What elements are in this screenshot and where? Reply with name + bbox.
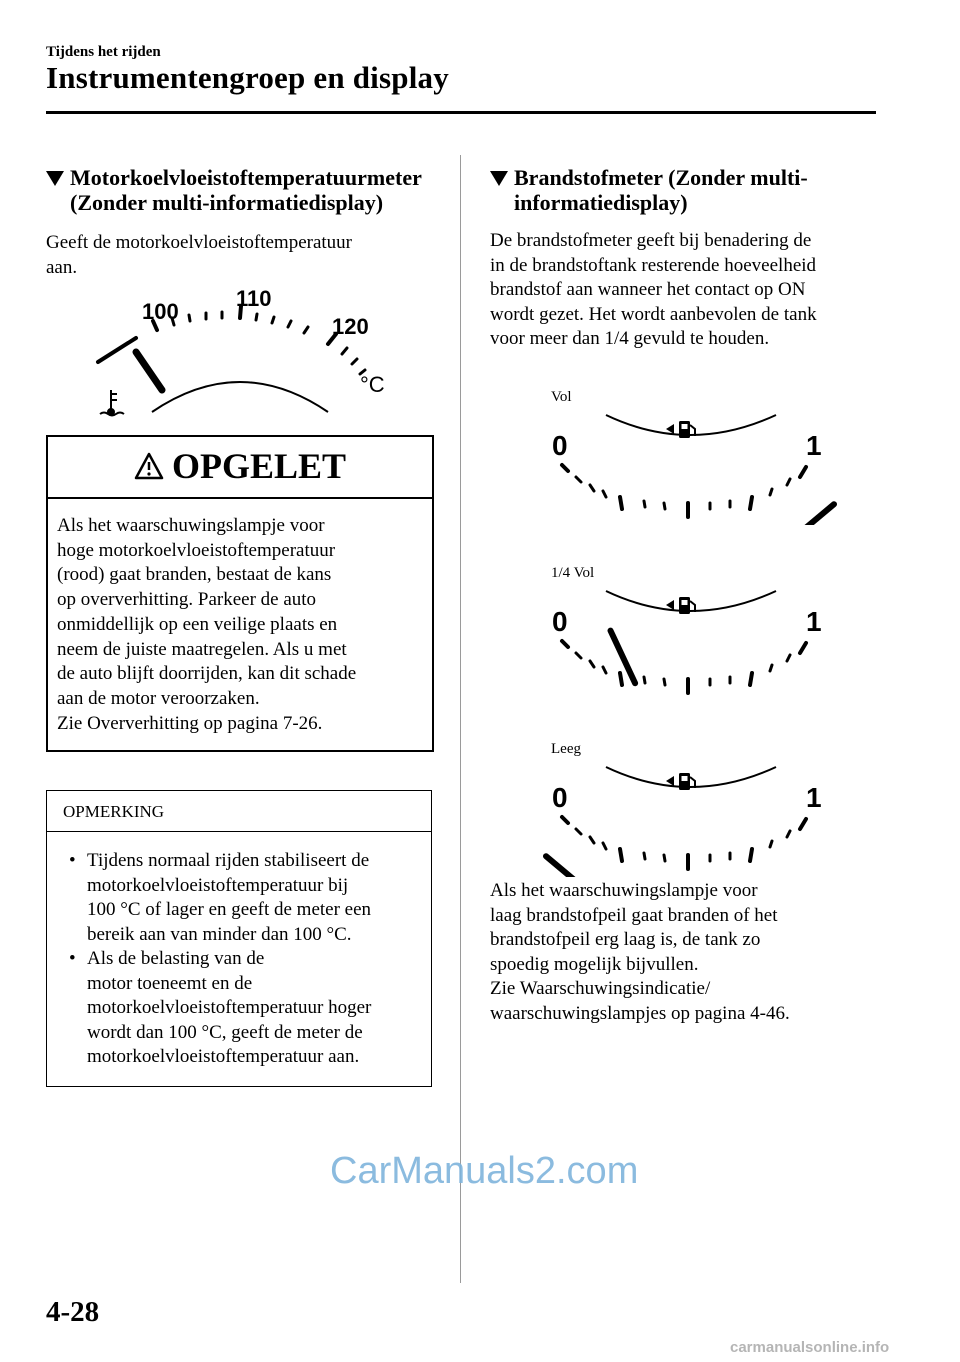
scale-min-label: 0 — [552, 782, 568, 813]
caution-line: hoge motorkoelvloeistoftemperatuur — [57, 539, 336, 561]
closing-line: waarschuwingslampjes op pagina 4-46. — [490, 1002, 790, 1024]
label-celsius: °C — [360, 372, 385, 397]
coolant-heading-line: (Zonder multi-informatiedisplay) — [70, 190, 384, 215]
scale-min-label: 0 — [552, 606, 568, 637]
intro-line: De brandstofmeter geeft bij benadering de — [490, 230, 812, 251]
scale-min-label: 0 — [552, 430, 568, 461]
gauge-tick — [800, 819, 806, 829]
caution-line: de auto blijft doorrijden, kan dit schade — [57, 663, 357, 685]
gauge-tick — [576, 477, 581, 482]
gauge-tick — [750, 849, 752, 861]
coolant-heading — [46, 165, 446, 217]
closing-line: Zie Waarschuwingsindicatie/ — [490, 978, 711, 999]
caution-line: Als het waarschuwingslampje voor — [57, 515, 325, 536]
closing-line: brandstofpeil erg laag is, de tank zo — [490, 929, 761, 950]
note-line: wordt dan 100 °C, geeft de meter de — [87, 1021, 363, 1043]
section-triangle-icon — [46, 171, 64, 186]
gauge-tick — [664, 503, 665, 509]
caution-line: neem de juiste maatregelen. Als u met — [57, 638, 347, 660]
gauge-label-full: Vol — [551, 389, 572, 405]
warning-triangle-icon — [134, 452, 164, 480]
bullet-icon: • — [69, 850, 76, 871]
page-number: 4-28 — [46, 1296, 100, 1328]
caution-line: aan de motor veroorzaken. — [57, 687, 260, 709]
gauge-tick — [644, 501, 645, 507]
bullet-icon: • — [69, 948, 76, 969]
coolant-heading-line: Motorkoelvloeistoftemperatuurmeter — [70, 165, 422, 190]
intro-line: wordt gezet. Het wordt aanbevolen de tank — [490, 303, 817, 325]
intro-line: brandstof aan wanneer het contact op ON — [490, 279, 806, 300]
note-line: motor toeneemt en de — [87, 972, 253, 994]
caution-box — [46, 435, 434, 752]
gauge-tick — [603, 843, 606, 849]
gauge-tick — [576, 653, 581, 658]
scale-max-label: 1 — [806, 782, 822, 813]
gauge-tick — [562, 641, 568, 647]
section-label: Tijdens het rijden — [46, 44, 161, 60]
caution-body — [57, 514, 356, 736]
footer-site-watermark: carmanualsonline.info — [730, 1339, 890, 1356]
fuel-heading-line: informatiedisplay) — [514, 190, 688, 215]
intro-line: in de brandstoftank resterende hoeveelheid — [490, 254, 817, 276]
fuel-gauge-full — [540, 405, 840, 525]
fuel-heading — [490, 165, 890, 217]
caution-title-text: OPGELET — [171, 446, 347, 486]
scale-max-label: 1 — [806, 606, 822, 637]
gauge-tick — [620, 849, 622, 861]
fuel-gauge-quarter — [540, 581, 840, 701]
note-line: motorkoelvloeistoftemperatuur hoger — [87, 997, 372, 1018]
note-line: motorkoelvloeistoftemperatuur aan. — [87, 1046, 360, 1067]
gauge-tick — [787, 655, 790, 661]
gauge-arc — [152, 382, 328, 412]
gauge-tick — [576, 829, 581, 834]
watermark: CarManuals2.com — [330, 1150, 639, 1192]
gauge-tick — [590, 661, 594, 667]
fuel-gauge-empty — [540, 757, 840, 877]
gauge-tick — [562, 817, 568, 823]
gauge-tick — [590, 837, 594, 843]
gauge-label-quarter: 1/4 Vol — [551, 565, 595, 581]
gauge-tick — [562, 465, 568, 471]
gauge-tick — [644, 677, 645, 683]
gauge-tick — [770, 489, 772, 495]
fuel-closing — [490, 879, 790, 1026]
caution-line: op oververhitting. Parkeer de auto — [57, 589, 317, 611]
column-divider — [460, 155, 461, 1283]
gauge-redline — [98, 338, 136, 362]
note-line: motorkoelvloeistoftemperatuur bij — [87, 874, 349, 896]
gauge-label-empty: Leeg — [551, 741, 581, 757]
caution-header — [48, 437, 432, 499]
fuel-needle — [790, 504, 834, 525]
note-title: OPMERKING — [63, 802, 165, 821]
fuel-needle — [611, 631, 636, 684]
temperature-needle — [136, 352, 162, 390]
caution-line: (rood) gaat branden, bestaat de kans — [57, 564, 332, 586]
temperature-gauge — [80, 282, 400, 420]
closing-line: laag brandstofpeil gaat branden of het — [490, 904, 778, 926]
gauge-tick — [664, 855, 665, 861]
gauge-tick — [664, 679, 665, 685]
fuel-needle — [546, 856, 590, 877]
gauge-tick — [644, 853, 645, 859]
coolant-intro — [46, 231, 352, 280]
gauge-tick — [770, 665, 772, 671]
gauge-tick — [770, 841, 772, 847]
label-110: 110 — [236, 286, 272, 311]
gauge-tick — [620, 673, 622, 685]
gauge-tick — [787, 479, 790, 485]
caution-title — [48, 445, 432, 487]
gauge-tick — [620, 497, 622, 509]
coolant-temperature-icon — [100, 390, 124, 416]
closing-line: Als het waarschuwingslampje voor — [490, 880, 758, 901]
intro-line: Geeft de motorkoelvloeistoftemperatuur — [46, 232, 353, 253]
label-120: 120 — [332, 314, 369, 339]
note-line: 100 °C of lager en geeft de meter een — [87, 899, 372, 920]
note-header — [47, 791, 431, 832]
gauge-tick — [787, 831, 790, 837]
gauge-tick — [603, 491, 606, 497]
fuel-intro — [490, 229, 817, 352]
caution-line: Zie Oververhitting op pagina 7-26. — [57, 712, 323, 734]
closing-line: spoedig mogelijk bijvullen. — [490, 953, 699, 975]
gauge-tick — [603, 667, 606, 673]
fuel-heading-line: Brandstofmeter (Zonder multi- — [514, 165, 808, 190]
note-line: Als de belasting van de — [87, 948, 265, 969]
scale-max-label: 1 — [806, 430, 822, 461]
section-triangle-icon — [490, 171, 508, 186]
intro-line: voor meer dan 1/4 gevuld te houden. — [490, 328, 770, 349]
intro-line: aan. — [46, 256, 78, 278]
note-line: Tijdens normaal rijden stabiliseert de — [87, 850, 370, 871]
header-rule — [46, 111, 876, 114]
label-100: 100 — [142, 299, 179, 324]
gauge-tick — [590, 485, 594, 491]
caution-line: onmiddellijk op een veilige plaats en — [57, 613, 338, 635]
gauge-tick — [750, 497, 752, 509]
gauge-tick — [750, 673, 752, 685]
note-box — [46, 790, 432, 1087]
page-title: Instrumentengroep en display — [46, 60, 449, 95]
gauge-tick — [800, 467, 806, 477]
gauge-tick — [800, 643, 806, 653]
note-line: bereik aan van minder dan 100 °C. — [87, 923, 352, 945]
